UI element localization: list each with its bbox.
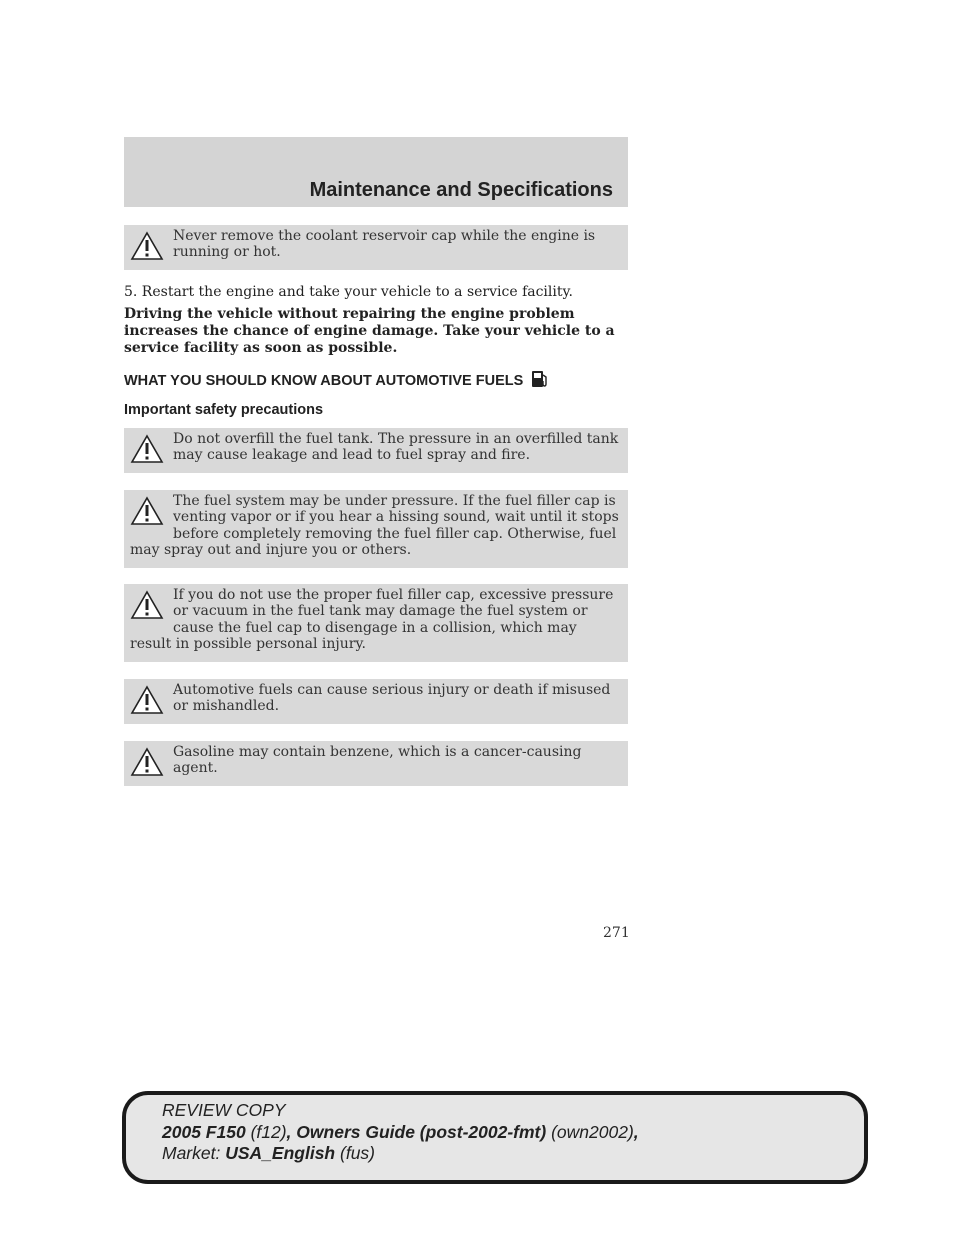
footer-market-code: (fus) <box>340 1143 375 1163</box>
section-heading-text: WHAT YOU SHOULD KNOW ABOUT AUTOMOTIVE FUELS <box>124 373 524 389</box>
warning-text: The fuel system may be under pressure. If the fuel filler cap is venting vapor or if you hear a hissing sound, wait until it stops before completely removing the fuel filler cap. Otherwise, fuel may spray out and injure you or others. <box>130 493 619 559</box>
warning-box <box>124 490 628 568</box>
warning-box <box>124 225 628 270</box>
section-heading <box>124 370 549 392</box>
warning-text: Never remove the coolant reservoir cap while the engine is running or hot. <box>173 228 596 261</box>
warning-box <box>124 428 628 473</box>
bold-note: Driving the vehicle without repairing the engine problem increases the chance of engine damage. Take your vehicle to a service facility as soon as possible. <box>124 306 615 356</box>
step-5: 5. Restart the engine and take your vehicle to a service facility. <box>124 284 573 300</box>
warning-triangle-icon <box>130 434 164 464</box>
section-header <box>124 137 628 207</box>
warning-text: Automotive fuels can cause serious injury or death if misused or mishandled. <box>173 682 611 715</box>
warning-box <box>124 679 628 724</box>
warning-box <box>124 584 628 662</box>
footer-text <box>162 1100 639 1165</box>
fuel-pump-icon <box>531 370 549 392</box>
page-title: Maintenance and Specifications <box>309 179 613 201</box>
warning-triangle-icon <box>130 747 164 777</box>
warning-triangle-icon <box>130 496 164 526</box>
warning-box <box>124 741 628 786</box>
footer-market: USA_English <box>225 1143 336 1163</box>
warning-triangle-icon <box>130 685 164 715</box>
warning-text: Gasoline may contain benzene, which is a cancer-causing agent. <box>173 744 582 777</box>
review-copy-label: REVIEW COPY <box>162 1100 286 1120</box>
footer-market-label: Market: <box>162 1143 221 1163</box>
warning-triangle-icon <box>130 590 164 620</box>
page-number: 271 <box>603 925 630 941</box>
footer-sep: , <box>633 1121 639 1142</box>
warning-text: Do not overfill the fuel tank. The pressure in an overfilled tank may cause leakage and lead to fuel spray and fire. <box>173 431 619 464</box>
footer-model: 2005 F150 <box>162 1121 246 1142</box>
footer-guide-code: (own2002) <box>551 1121 634 1142</box>
review-copy-footer <box>122 1091 868 1184</box>
subheading: Important safety precautions <box>124 402 324 418</box>
footer-model-code: (f12) <box>250 1121 287 1142</box>
footer-sep: , <box>286 1121 292 1142</box>
warning-triangle-icon <box>130 231 164 261</box>
warning-text: If you do not use the proper fuel filler cap, excessive pressure or vacuum in the fuel tank may damage the fuel system or cause the fuel cap to disengage in a collision, which may result in possible personal injury. <box>130 587 614 653</box>
footer-guide: Owners Guide (post-2002-fmt) <box>296 1121 547 1142</box>
